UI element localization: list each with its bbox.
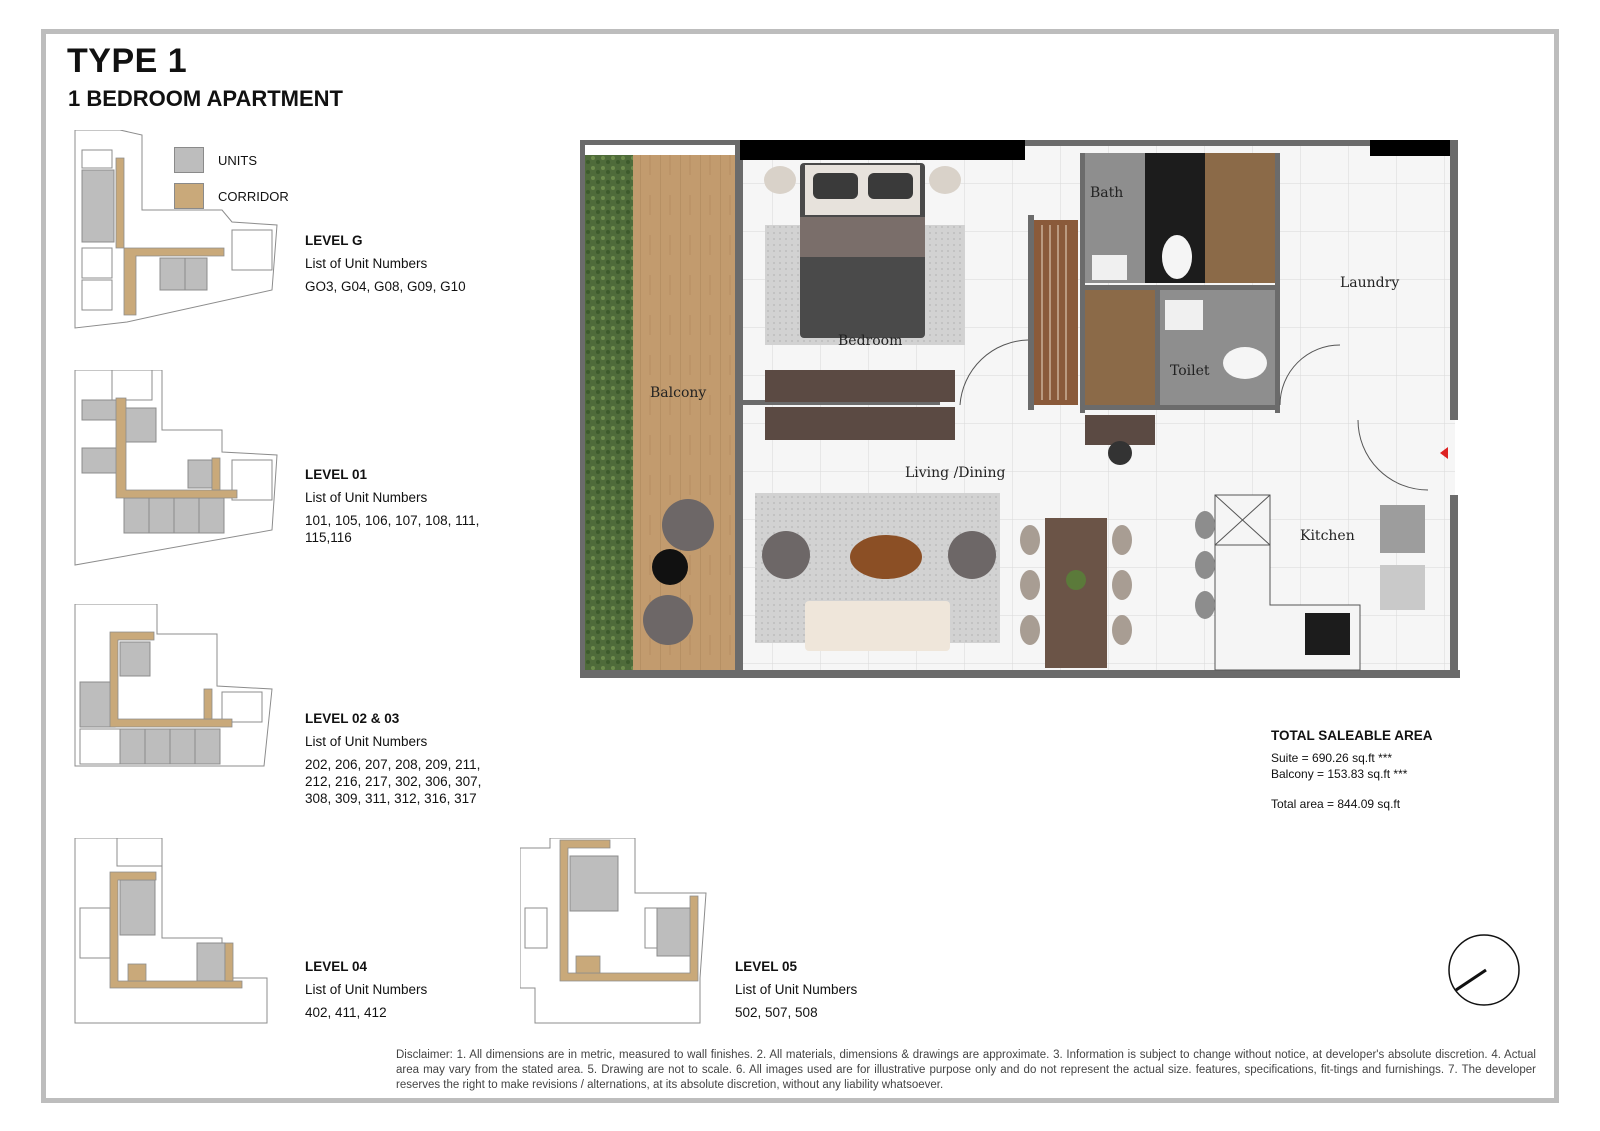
- kitchen-sink: [1380, 565, 1425, 610]
- bed-throw: [800, 217, 925, 257]
- pillow: [813, 173, 858, 199]
- study-desk: [1085, 415, 1155, 445]
- sofa: [805, 601, 950, 651]
- level-sub: List of Unit Numbers: [305, 490, 428, 505]
- level-04-info: [305, 958, 495, 1021]
- legend-label: CORRIDOR: [218, 188, 289, 204]
- keyplan-level-05: [520, 838, 710, 1028]
- keyplan-level-g: [72, 130, 284, 336]
- disclaimer-text: Disclaimer: 1. All dimensions are in metric, measured to wall finishes. 2. All materials, dimensions & drawings are approximate. 3. Information is subject to change without notice, at developer's absolute discretion. 4. Actual area may vary from the stated area. 5. Drawing are not to scale. 6. All images used are for illustrative purpose only and do not represent the actual size. features, specifications, fit-tings and furnishings. 7. The developer reserves the right to make revisions / alternations, at its absolute discretion, without any liability whatsoever.: [396, 1049, 1536, 1091]
- toilet-basin: [1165, 300, 1203, 330]
- armchair: [762, 531, 810, 579]
- toilet-wc: [1223, 347, 1267, 379]
- fridge: [1380, 505, 1425, 553]
- room-label-balcony: Balcony: [650, 385, 707, 401]
- level-sub: List of Unit Numbers: [735, 982, 858, 997]
- level-02-03-info: [305, 710, 495, 807]
- kitchen-stools: [1195, 511, 1215, 619]
- bath-shower-floor: [1205, 153, 1275, 283]
- level-units: GO3, G04, G08, G09, G10: [305, 279, 466, 294]
- keyplan-level-02-03: [72, 604, 284, 776]
- plan-type-title: TYPE 1: [67, 42, 188, 80]
- nightstand-lamp: [929, 166, 961, 194]
- room-label-bath: Bath: [1090, 185, 1124, 201]
- level-units: 101, 105, 106, 107, 108, 111, 115,116: [305, 513, 480, 545]
- room-label-laundry: Laundry: [1340, 275, 1400, 291]
- balcony-deck: [633, 155, 738, 670]
- level-name: LEVEL G: [305, 233, 363, 248]
- level-05-info: [735, 958, 925, 1021]
- room-label-living: Living /Dining: [905, 465, 1006, 481]
- dining-table: [1045, 518, 1107, 668]
- room-label-toilet: Toilet: [1170, 363, 1210, 379]
- floor-plan: [580, 135, 1480, 695]
- saleable-area: [1271, 728, 1433, 812]
- legend-label: UNITS: [218, 152, 257, 168]
- level-units: 202, 206, 207, 208, 209, 211, 212, 216, 217, 302, 306, 307, 308, 309, 311, 312, 316, 317: [305, 757, 482, 806]
- balcony-side-table: [652, 549, 688, 585]
- bedroom-wardrobe: [765, 370, 955, 402]
- armchair: [948, 531, 996, 579]
- nightstand-lamp: [764, 166, 796, 194]
- living-tv-unit: [765, 407, 955, 440]
- level-units: 402, 411, 412: [305, 1005, 387, 1020]
- level-sub: List of Unit Numbers: [305, 256, 428, 271]
- area-total: Total area = 844.09 sq.ft: [1271, 797, 1401, 811]
- plan-subtitle: 1 BEDROOM APARTMENT: [68, 86, 343, 111]
- keyplan-level-01: [72, 370, 284, 570]
- plant-icon: [1066, 570, 1086, 590]
- room-label-bedroom: Bedroom: [838, 333, 903, 349]
- study-chair: [1108, 441, 1132, 465]
- level-name: LEVEL 05: [735, 959, 798, 974]
- bath-toilet: [1162, 235, 1192, 279]
- balcony-chair: [643, 595, 693, 645]
- coffee-table: [850, 535, 922, 579]
- planter: [585, 155, 633, 670]
- level-name: LEVEL 02 & 03: [305, 711, 400, 726]
- balcony-chair: [662, 499, 714, 551]
- bath-basin: [1092, 255, 1127, 280]
- bath-door-screen: [1034, 220, 1078, 405]
- level-name: LEVEL 01: [305, 467, 368, 482]
- area-balcony: Balcony = 153.83 sq.ft ***: [1271, 767, 1408, 781]
- cooktop: [1305, 613, 1350, 655]
- room-label-kitchen: Kitchen: [1300, 528, 1355, 544]
- pillow: [868, 173, 913, 199]
- level-name: LEVEL 04: [305, 959, 368, 974]
- level-g-info: [305, 232, 495, 295]
- level-sub: List of Unit Numbers: [305, 982, 428, 997]
- spacer: [1271, 782, 1433, 796]
- keyplan-level-04: [72, 838, 284, 1028]
- level-sub: List of Unit Numbers: [305, 734, 428, 749]
- wall-header-black: [740, 140, 1025, 160]
- toilet-shower-floor: [1085, 290, 1155, 405]
- level-01-info: [305, 466, 495, 546]
- north-compass-icon: [1446, 932, 1522, 1008]
- level-units: 502, 507, 508: [735, 1005, 818, 1020]
- area-suite: Suite = 690.26 sq.ft ***: [1271, 751, 1393, 765]
- wall-header-black: [1370, 140, 1450, 156]
- area-heading: TOTAL SALEABLE AREA: [1271, 728, 1433, 743]
